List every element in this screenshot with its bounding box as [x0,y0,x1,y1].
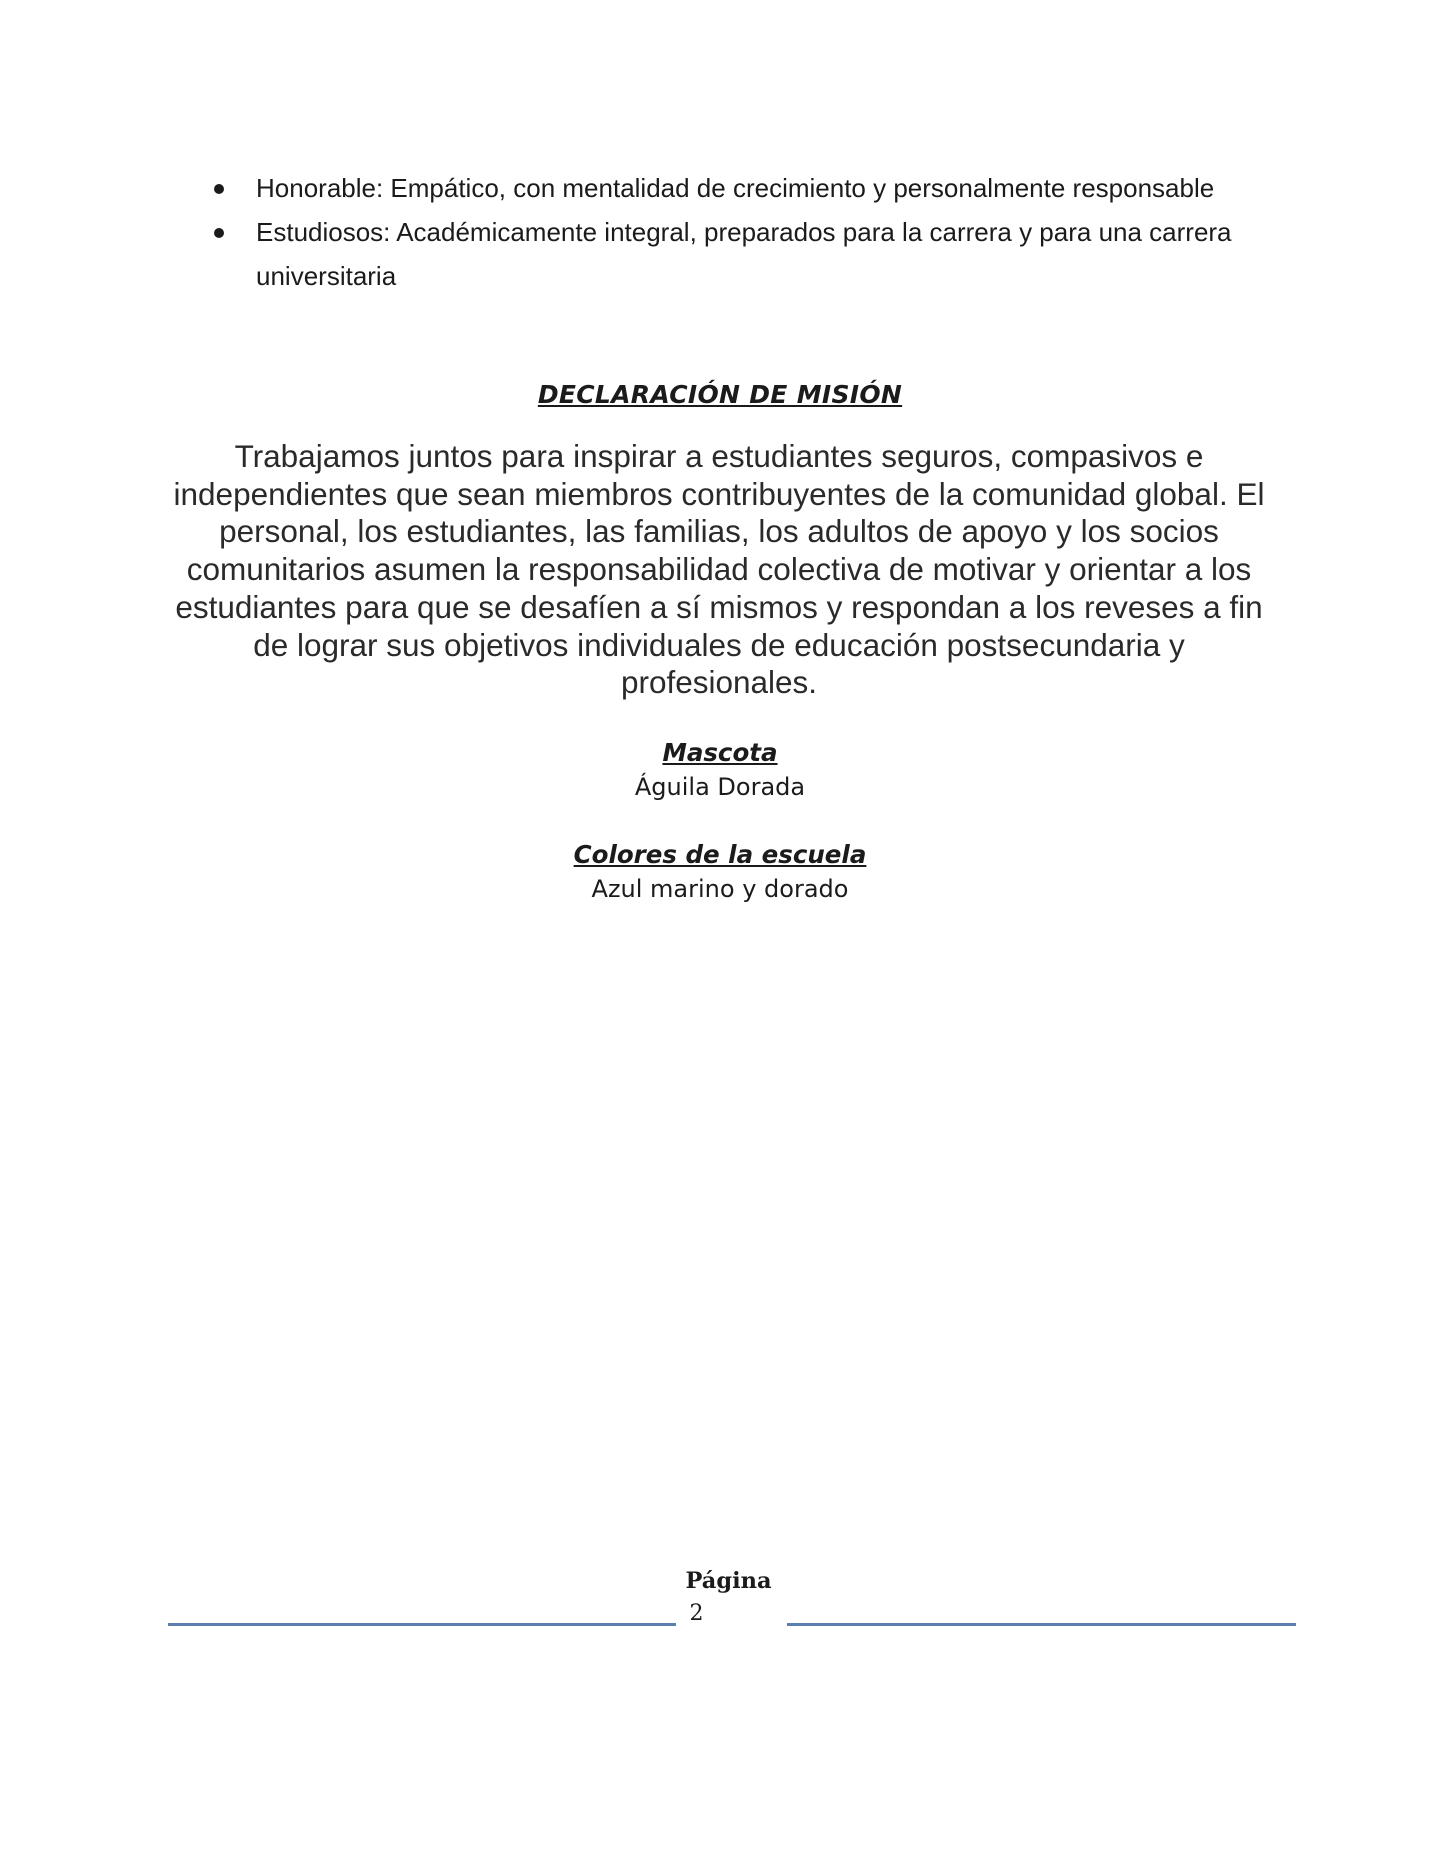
footer-page-number: 2 [689,1601,704,1626]
footer-rule-left [168,1623,676,1626]
bullet-item-honorable [212,166,1242,210]
values-bullet-list [212,166,1242,298]
mission-heading: DECLARACIÓN DE MISIÓN [537,380,903,409]
bullet-text: Honorable: Empático, con mentalidad de crecimiento y personalmente responsable [256,173,1215,203]
mascot-value: Águila Dorada [634,773,806,801]
bullet-item-estudiosos [212,210,1242,298]
bullet-dot-icon [214,228,224,238]
mission-statement: Trabajamos juntos para inspirar a estudiantes seguros, compasivos e independientes que sean miembros contribuyentes de la comunidad global. El personal, los estudiantes, las familias, los adultos de apoyo y los socios comunitarios asumen la responsabilidad colectiva de motivar y orientar a los estudiantes para que se desafíen a sí mismos y respondan a los reveses a fin de lograr sus objetivos individuales de educación postsecundaria y profesionales. [173,438,1265,701]
bullet-text: Estudiosos: Académicamente integral, preparados para la carrera y para una carrera universitaria [256,217,1232,291]
bullet-dot-icon [214,184,224,194]
school-colors-value: Azul marino y dorado [591,875,849,903]
footer-rule-right [787,1623,1296,1626]
school-colors-heading: Colores de la escuela [573,840,867,869]
footer-page-label: Página [685,1568,772,1594]
mascot-heading: Mascota [662,738,778,767]
